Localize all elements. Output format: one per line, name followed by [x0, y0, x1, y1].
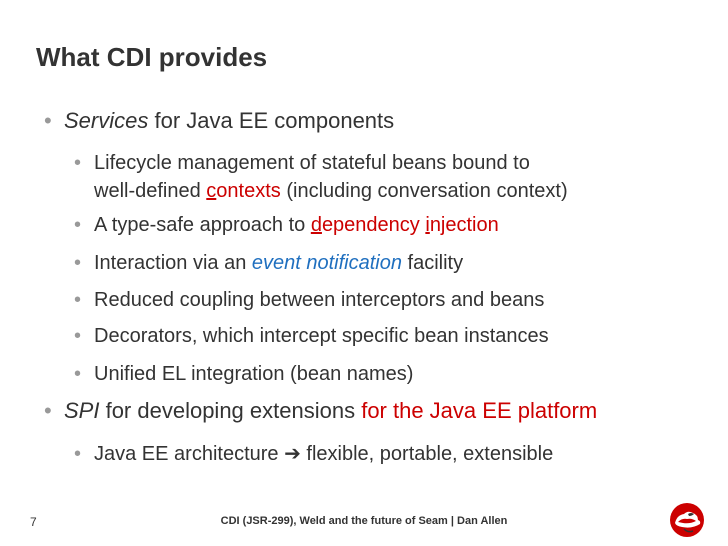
bullet-lifecycle-cont — [74, 180, 568, 203]
bullet-spi — [44, 398, 597, 424]
bullet-el — [74, 363, 413, 386]
footer-text: CDI (JSR-299), Weld and the future of Seam | Dan Allen — [220, 515, 508, 527]
lifecycle-pre: well-defined — [94, 180, 207, 202]
typesafe-pre: A type-safe approach to — [94, 214, 311, 236]
spi-emphasis: SPI — [64, 398, 100, 423]
contexts-c: c — [206, 180, 217, 202]
services-text: for Java EE components — [148, 108, 395, 133]
bullet-dot: • — [74, 325, 82, 347]
el-text: Unified EL integration (bean names) — [94, 363, 414, 385]
spi-red: for the Java EE platform — [361, 398, 598, 423]
bullet-dot: • — [74, 152, 82, 174]
contexts-rest: ontexts — [216, 180, 281, 202]
bullet-dot: • — [74, 289, 82, 311]
services-emphasis: Services — [64, 108, 149, 133]
bullet-architecture — [74, 441, 553, 466]
spi-mid: for developing extensions — [99, 398, 362, 423]
coupling-text: Reduced coupling between interceptors and beans — [94, 289, 545, 311]
bullet-lifecycle — [74, 152, 530, 175]
bullet-typesafe — [74, 214, 499, 237]
page-number: 7 — [30, 515, 37, 529]
bullet-coupling — [74, 289, 544, 312]
bullet-dot: • — [74, 363, 82, 385]
bullet-events — [74, 252, 463, 275]
arrow-right-icon: ➔ — [284, 443, 301, 465]
arch-post: flexible, portable, extensible — [300, 443, 554, 465]
redhat-shadowman-logo-icon — [668, 502, 706, 538]
events-pre: Interaction via an — [94, 252, 252, 274]
bullet-services — [44, 108, 394, 134]
events-emphasis: event notification — [251, 252, 402, 274]
arch-pre: Java EE architecture — [94, 443, 285, 465]
di-njection: njection — [429, 214, 499, 236]
di-d: d — [310, 214, 322, 236]
lifecycle-line1: Lifecycle management of stateful beans bound to — [94, 152, 530, 174]
di-ependency: ependency — [321, 214, 426, 236]
bullet-dot: • — [44, 108, 52, 133]
decorators-text: Decorators, which intercept specific bean instances — [94, 325, 549, 347]
bullet-dot: • — [74, 214, 82, 236]
bullet-decorators — [74, 325, 549, 348]
bullet-dot: • — [44, 398, 52, 423]
bullet-dot: • — [74, 252, 82, 274]
di-i: i — [425, 214, 430, 236]
lifecycle-post: (including conversation context) — [280, 180, 568, 202]
bullet-dot: • — [74, 443, 82, 465]
slide-title: What CDI provides — [36, 42, 268, 72]
events-post: facility — [401, 252, 464, 274]
